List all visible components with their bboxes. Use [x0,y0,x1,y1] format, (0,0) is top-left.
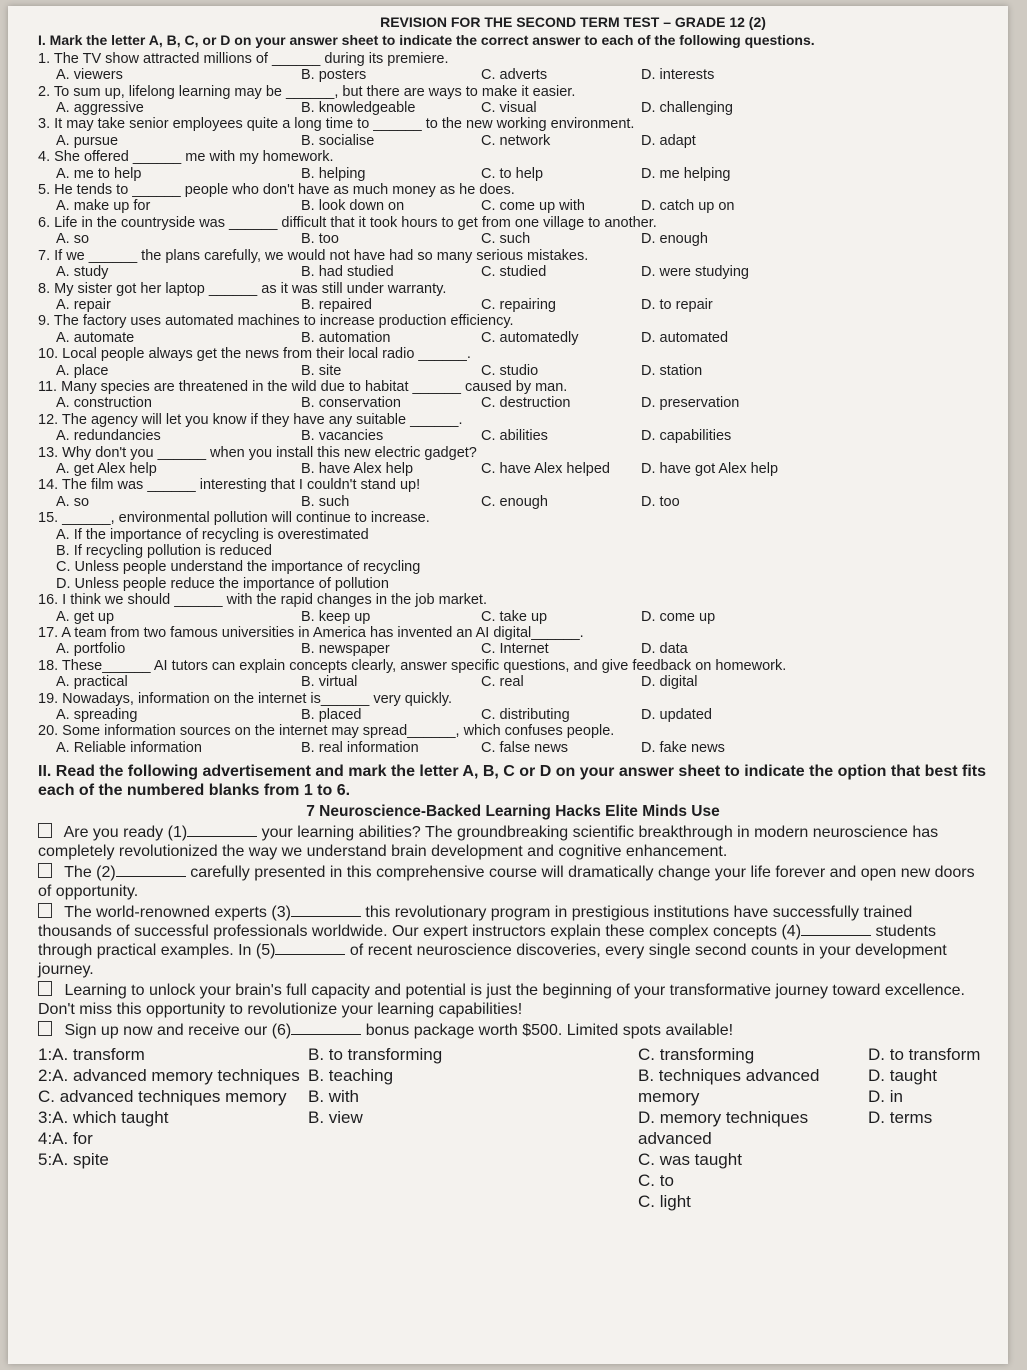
advert-paragraph-3: The world-renowned experts (3) this revolutionary program in prestigious institutions have successfully trained thousands of successful professionals worldwide. Our expert instructors explain these complex concepts (4) students through practical examples. In (5) of recent neuroscience discoveries, every single second counts in your development journey. [38,903,947,978]
answer-col-4: D. to transform D. taught D. in D. terms [868,1044,981,1127]
option-a[interactable]: A. portfolio [56,641,126,658]
question-4: 4. She offered ______ me with my homework. [38,149,334,166]
option-c[interactable]: C. Internet [481,641,549,658]
checkbox-icon [38,863,52,878]
option-a[interactable]: A. If the importance of recycling is overestimated [56,526,369,543]
option-d[interactable]: D. updated [641,707,712,724]
question-10-options [38,363,988,379]
question-1-options [38,67,988,83]
option-d[interactable]: D. preservation [641,395,740,412]
question-8-options [38,297,988,313]
question-2-options [38,100,988,116]
option-d[interactable]: D. station [641,362,703,379]
option-b[interactable]: B. repaired [301,296,372,313]
option-c[interactable]: C. automatedly [481,329,579,346]
question-3: 3. It may take senior employees quite a long time to ______ to the new working environment. [38,116,635,133]
answer-col-1: 1:A. transform 2:A. advanced memory techniques C. advanced techniques memory 3:A. which taught 4:A. for 5:A. spite [38,1044,300,1169]
question-9-options [38,330,988,346]
question-6: 6. Life in the countryside was ______ difficult that it took hours to get from one village to another. [38,214,657,231]
checkbox-icon [38,1021,52,1036]
option-a[interactable]: A. place [56,362,109,379]
option-a[interactable]: A. repair [56,296,111,313]
option-c[interactable]: C. destruction [481,395,571,412]
option-c[interactable]: C. real [481,674,524,691]
option-d[interactable]: D. were studying [641,264,749,281]
blank-4 [801,923,871,936]
question-5-options [38,198,988,214]
blank-1 [187,824,257,837]
question-18: 18. These______ AI tutors can explain concepts clearly, answer specific questions, and give feedback on homework. [38,657,787,674]
question-14-options [38,494,988,510]
option-c[interactable]: C. such [481,231,531,248]
option-b[interactable]: B. If recycling pollution is reduced [56,543,272,559]
option-b[interactable]: B. virtual [301,674,358,691]
option-c[interactable]: C. repairing [481,296,556,313]
option-b[interactable]: B. such [301,493,350,510]
option-b[interactable]: B. placed [301,707,362,724]
question-16-options [38,609,988,625]
option-b[interactable]: B. site [301,362,342,379]
option-c[interactable]: C. come up with [481,198,585,215]
option-b[interactable]: B. vacancies [301,428,384,445]
option-b[interactable]: B. newspaper [301,641,390,658]
checkbox-icon [38,903,52,918]
option-a[interactable]: A. me to help [56,165,142,182]
checkbox-icon [38,823,52,838]
question-12-options [38,428,988,444]
blank-5 [275,942,345,955]
option-c[interactable]: C. adverts [481,67,548,84]
option-a[interactable]: A. viewers [56,67,123,84]
question-7: 7. If we ______ the plans carefully, we would not have had so many serious mistakes. [38,247,589,264]
worksheet-page [8,6,1008,1364]
option-b[interactable]: B. have Alex help [301,460,414,477]
section-2-instruction: II. Read the following advertisement and mark the letter A, B, C or D on your answer sheet to indicate the option that best fits each of the numbered blanks from 1 to 6. [38,763,986,800]
question-5: 5. He tends to ______ people who don't have as much money as he does. [38,182,515,199]
option-b[interactable]: B. keep up [301,608,371,625]
option-a[interactable]: A. redundancies [56,428,161,445]
option-c[interactable]: C. network [481,132,551,149]
question-15: 15. ______, environmental pollution will continue to increase. [38,510,430,527]
blank-3 [291,904,361,917]
option-b[interactable]: B. look down on [301,198,405,215]
option-b[interactable]: B. knowledgeable [301,100,416,117]
option-b[interactable]: B. helping [301,165,366,182]
option-d[interactable]: D. interests [641,67,715,84]
option-a[interactable]: A. so [56,493,90,510]
worksheet-content [38,14,988,1212]
option-b[interactable]: B. too [301,231,339,248]
option-b[interactable]: B. posters [301,67,367,84]
question-7-options [38,264,988,280]
question-1: 1. The TV show attracted millions of ______ during its premiere. [38,50,449,67]
question-3-options [38,133,988,149]
option-d[interactable]: D. enough [641,231,708,248]
advert-paragraph-4: Learning to unlock your brain's full capacity and potential is just the beginning of your transformative journey toward excellence. Don't miss this opportunity to revolutionize your learning capabilities! [38,981,965,1018]
question-9: 9. The factory uses automated machines to increase production efficiency. [38,313,514,330]
question-14: 14. The film was ______ interesting that I couldn't stand up! [38,477,421,494]
advert-title: 7 Neuroscience-Backed Learning Hacks Elite Minds Use [306,803,720,821]
option-b[interactable]: B. automation [301,329,391,346]
option-c[interactable]: C. visual [481,100,537,117]
question-17-options [38,641,988,657]
option-a[interactable]: A. aggressive [56,100,144,117]
question-10: 10. Local people always get the news from their local radio ______. [38,346,471,363]
advert-paragraph-1: Are you ready (1) your learning abilities? The groundbreaking scientific breakthrough in modern neuroscience has completely revolutionized the way we understand brain development and cognitive enhancement. [38,823,939,860]
option-d[interactable]: D. have got Alex help [641,460,779,477]
question-19: 19. Nowadays, information on the internet is______ very quickly. [38,690,453,707]
option-d[interactable]: D. automated [641,329,729,346]
option-c[interactable]: C. take up [481,608,548,625]
test-title: REVISION FOR THE SECOND TERM TEST – GRADE 12 (2) [380,14,766,30]
option-c[interactable]: C. abilities [481,428,548,445]
option-d[interactable]: D. me helping [641,165,731,182]
question-20-options [38,740,988,756]
option-d[interactable]: D. Unless people reduce the importance of pollution [56,575,389,592]
question-15-options [38,527,988,593]
option-a[interactable]: A. get Alex help [56,460,157,477]
option-b[interactable]: B. conservation [301,395,401,412]
option-c[interactable]: C. false news [481,739,569,756]
section-1-instruction: I. Mark the letter A, B, C, or D on your answer sheet to indicate the correct answer to each of the following questions. [38,32,815,49]
option-d[interactable]: D. too [641,493,680,510]
answer-options-grid [38,1044,988,1212]
answer-col-2: B. to transforming B. teaching B. with B. view [308,1044,443,1127]
option-d[interactable]: D. digital [641,674,698,691]
option-a[interactable]: A. Reliable information [56,739,202,756]
question-17: 17. A team from two famous universities in America has invented an AI digital______. [38,625,584,642]
option-d[interactable]: D. capabilities [641,428,732,445]
question-13-options [38,461,988,477]
blank-2 [116,864,186,877]
option-d[interactable]: D. fake news [641,739,725,756]
option-a[interactable]: A. construction [56,395,152,412]
question-12: 12. The agency will let you know if they have any suitable ______. [38,411,463,428]
option-c[interactable]: C. studio [481,362,539,379]
question-6-options [38,231,988,247]
option-c[interactable]: C. to help [481,165,544,182]
option-b[interactable]: B. socialise [301,132,375,149]
answer-col-3: C. transforming B. techniques advanced memory D. memory techniques advanced C. was taught C. to C. light [638,1044,820,1211]
question-4-options [38,166,988,182]
blank-6 [291,1022,361,1035]
option-a[interactable]: A. so [56,231,90,248]
question-16: 16. I think we should ______ with the rapid changes in the job market. [38,592,487,609]
option-c[interactable]: C. have Alex helped [481,460,610,477]
option-a[interactable]: A. study [56,264,109,281]
option-d[interactable]: D. adapt [641,132,696,149]
question-18-options [38,674,988,690]
question-13: 13. Why don't you ______ when you install this new electric gadget? [38,444,477,461]
option-c[interactable]: C. studied [481,264,547,281]
option-a[interactable]: A. practical [56,674,128,691]
question-11: 11. Many species are threatened in the wild due to habitat ______ caused by man. [38,378,568,395]
option-d[interactable]: D. come up [641,608,716,625]
option-a[interactable]: A. make up for [56,198,151,215]
option-d[interactable]: D. data [641,641,688,658]
multiple-choice-list [38,51,988,756]
option-d[interactable]: D. to repair [641,296,713,313]
advert-paragraph-5: Sign up now and receive our (6) bonus package worth $500. Limited spots available! [38,1021,988,1040]
question-8: 8. My sister got her laptop ______ as it was still under warranty. [38,280,447,297]
option-b[interactable]: B. real information [301,739,419,756]
question-2: 2. To sum up, lifelong learning may be ______, but there are ways to make it easier. [38,83,576,100]
advert-paragraph-2: The (2) carefully presented in this comprehensive course will dramatically change your life forever and open new doors of opportunity. [38,863,975,900]
option-a[interactable]: A. spreading [56,707,138,724]
option-c[interactable]: C. enough [481,493,548,510]
question-11-options [38,395,988,411]
checkbox-icon [38,981,52,996]
option-d[interactable]: D. catch up on [641,198,735,215]
option-b[interactable]: B. had studied [301,264,394,281]
option-a[interactable]: A. get up [56,608,115,625]
option-d[interactable]: D. challenging [641,100,733,117]
option-c[interactable]: C. Unless people understand the importance of recycling [56,559,421,576]
question-20: 20. Some information sources on the internet may spread______, which confuses people. [38,723,615,740]
option-a[interactable]: A. pursue [56,132,119,149]
question-19-options [38,707,988,723]
option-c[interactable]: C. distributing [481,707,570,724]
option-a[interactable]: A. automate [56,329,135,346]
